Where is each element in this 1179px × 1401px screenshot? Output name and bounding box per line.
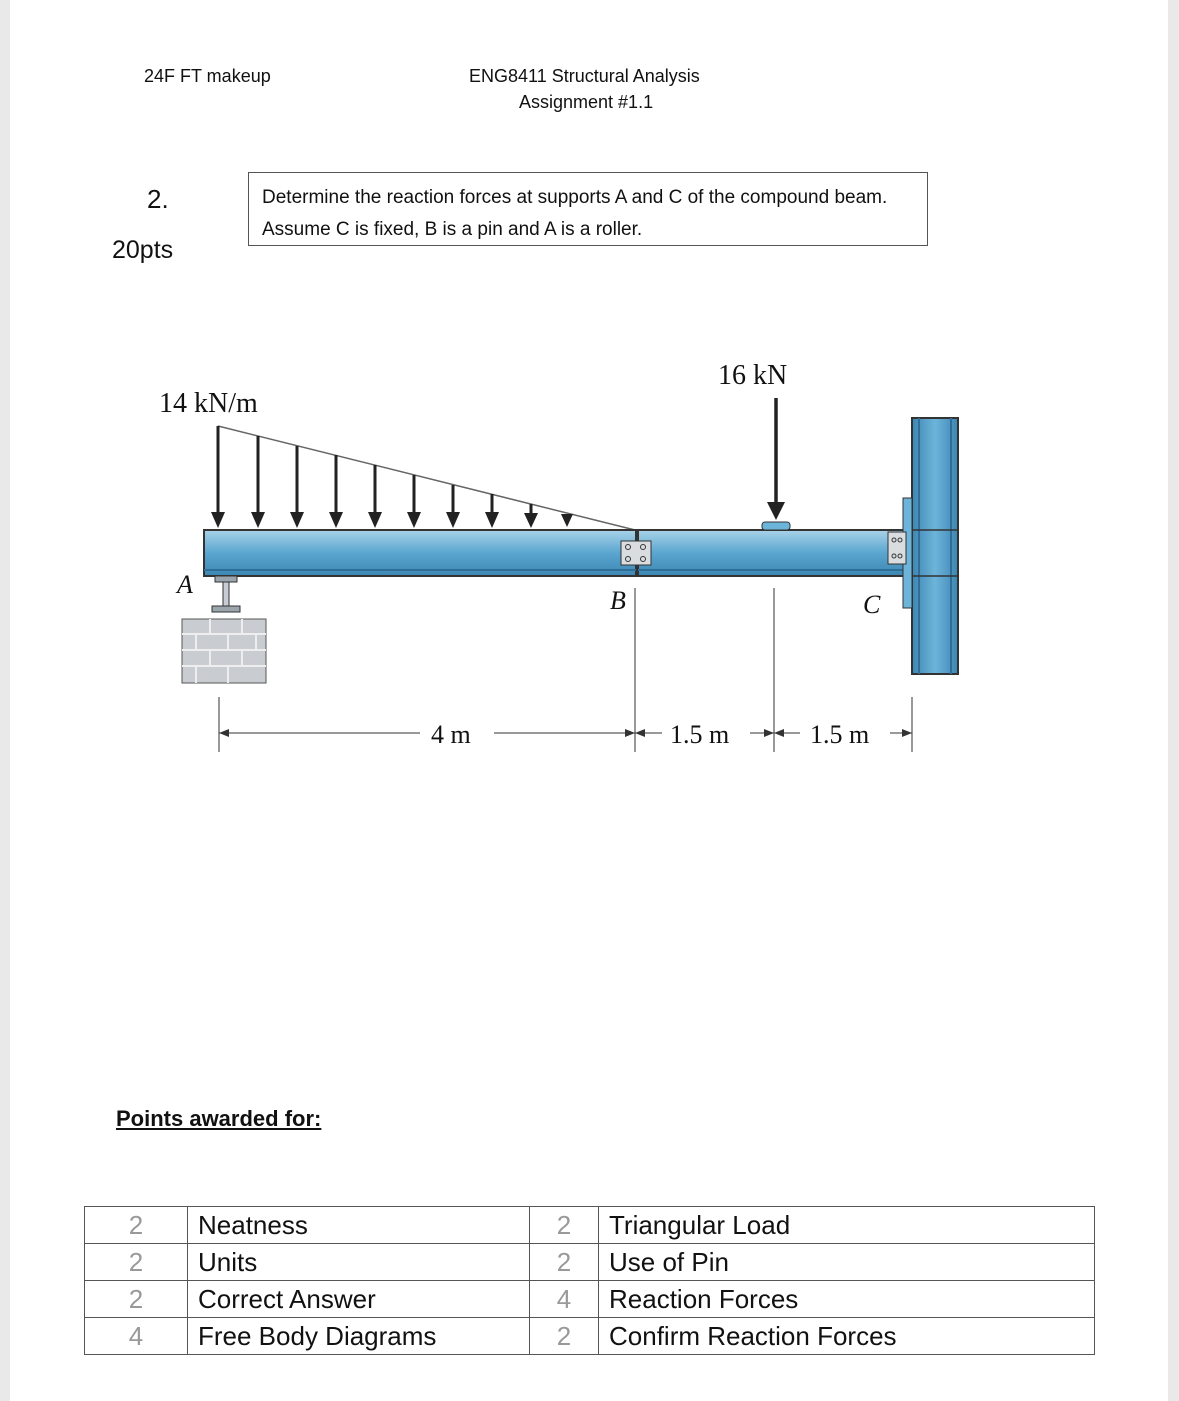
rubric-points: 2 xyxy=(85,1244,188,1281)
rubric-item: Triangular Load xyxy=(599,1207,1095,1244)
dimension-1-5m-first: 1.5 m xyxy=(670,720,730,749)
fixed-column-c xyxy=(888,418,958,674)
compound-beam-diagram xyxy=(10,0,1168,1000)
label-a: A xyxy=(177,570,193,599)
rubric-points: 2 xyxy=(530,1244,599,1281)
rubric-points: 2 xyxy=(530,1207,599,1244)
question-points: 20pts xyxy=(112,236,174,264)
table-row xyxy=(85,1281,1095,1318)
point-load-arrow xyxy=(767,398,785,520)
rubric-points: 2 xyxy=(85,1281,188,1318)
header-assignment: Assignment #1.1 xyxy=(519,92,654,112)
rubric-points: 4 xyxy=(85,1318,188,1355)
dimension-1-5m-second: 1.5 m xyxy=(810,720,870,749)
load-plate xyxy=(762,522,790,530)
rubric-item: Free Body Diagrams xyxy=(188,1318,530,1355)
dimension-4m: 4 m xyxy=(431,720,471,749)
question-number: 2. xyxy=(147,184,169,214)
document-page xyxy=(10,0,1168,1401)
question-text: Determine the reaction forces at supports A and C of the compound beam. Assume C is fixed, B is a pin and A is a roller. xyxy=(262,187,888,240)
header-left: 24F FT makeup xyxy=(144,66,271,86)
rubric-item: Confirm Reaction Forces xyxy=(599,1318,1095,1355)
distributed-load-label: 14 kN/m xyxy=(159,388,258,419)
rubric-points: 2 xyxy=(85,1207,188,1244)
rubric-item: Use of Pin xyxy=(599,1244,1095,1281)
pin-b xyxy=(621,541,651,565)
rubric-item: Neatness xyxy=(188,1207,530,1244)
table-row xyxy=(85,1244,1095,1281)
triangular-load xyxy=(211,426,635,530)
table-row xyxy=(85,1318,1095,1355)
rubric-item: Reaction Forces xyxy=(599,1281,1095,1318)
rubric-table xyxy=(84,1206,1095,1355)
rubric-item: Units xyxy=(188,1244,530,1281)
label-c: C xyxy=(863,590,881,619)
points-awarded-title: Points awarded for: xyxy=(116,1106,322,1131)
table-row xyxy=(85,1207,1095,1244)
label-b: B xyxy=(610,586,626,615)
roller-support-a xyxy=(182,576,266,683)
rubric-item: Correct Answer xyxy=(188,1281,530,1318)
dimension-lines xyxy=(219,588,912,752)
rubric-points: 4 xyxy=(530,1281,599,1318)
point-load-label: 16 kN xyxy=(718,360,788,391)
header-course: ENG8411 Structural Analysis xyxy=(469,66,700,86)
rubric-points: 2 xyxy=(530,1318,599,1355)
